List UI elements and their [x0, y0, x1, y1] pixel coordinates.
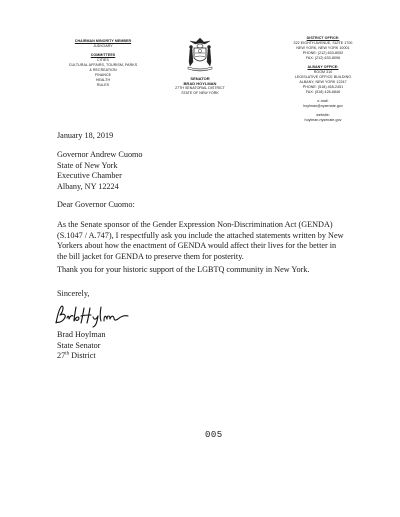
- closing: Sincerely,: [57, 289, 90, 298]
- signer-name: Brad Hoylman: [57, 330, 106, 339]
- albany-office-label: ALBANY OFFICE:: [307, 65, 339, 69]
- salutation: Dear Governor Cuomo:: [57, 200, 135, 209]
- albany-office-line: FAX: (518) 426-6846: [305, 90, 341, 94]
- albany-office-line: PHONE: (518) 455-2451: [302, 85, 344, 89]
- committee-item: RULES: [96, 83, 110, 87]
- handwritten-signature: [52, 303, 132, 329]
- website-label: website:: [316, 113, 330, 117]
- letterhead-left: [40, 39, 166, 88]
- recipient-line: Governor Andrew Cuomo: [57, 150, 143, 159]
- district-suffix: th: [65, 351, 70, 357]
- signature-block: [57, 330, 105, 362]
- albany-office-line: LEGISLATIVE OFFICE BUILDING: [294, 75, 352, 79]
- website-address: hoylman.nysenate.gov: [304, 118, 342, 122]
- district-word: District: [69, 351, 96, 361]
- committee-item: CULTURAL AFFAIRS, TOURISM, PARKS: [68, 63, 138, 67]
- district-office-label: DISTRICT OFFICE:: [306, 36, 340, 40]
- ranking-heading: CHAIRMAN MINORITY MEMBER: [74, 39, 132, 43]
- committee-item: FINANCE: [94, 73, 112, 77]
- recipient-line: Executive Chamber: [57, 171, 122, 181]
- ranking-subheading: JUDICIARY: [93, 44, 113, 48]
- recipient-line: State of New York: [57, 160, 118, 170]
- senator-name: BRAD HOYLMAN: [183, 81, 217, 87]
- committee-item: HEALTH: [95, 78, 111, 82]
- letter-date: January 18, 2019: [57, 131, 114, 140]
- district-office-line: PHONE: (212) 633-8052: [302, 51, 344, 55]
- letterhead-center: [158, 36, 242, 96]
- albany-office-line: ALBANY, NEW YORK 12247: [299, 80, 347, 84]
- committee-item: CITIES: [97, 58, 109, 62]
- email-address: hoylman@nysenate.gov: [303, 104, 343, 108]
- senate-district: 27TH SENATORIAL DISTRICT: [175, 86, 225, 91]
- recipient-address: [57, 150, 143, 192]
- letterhead-right: [281, 36, 365, 123]
- senator-title: SENATOR: [190, 76, 210, 81]
- district-number: 27: [57, 351, 66, 361]
- recipient-line: Albany, NY 12224: [57, 181, 119, 191]
- state-seal-icon: [182, 36, 218, 76]
- albany-office-line: ROOM 310: [313, 70, 333, 74]
- body-paragraph-1: As the Senate sponsor of the Gender Expression Non-Discrimination Act (GENDA) (S.1047 / A.747), I respectfully ask you include the attached statements written by New Yorkers about how the enactment of GENDA would affect their lives for the better in the bill jacket for GENDA to preserve them for posterity.: [57, 220, 344, 261]
- committees-label: COMMITTEES: [90, 53, 116, 57]
- district-office-line: NEW YORK, NEW YORK 10001: [296, 46, 350, 50]
- email-label: e-mail:: [317, 99, 329, 103]
- district-office-line: 322 EIGHTH AVENUE, SUITE 1700: [293, 41, 353, 45]
- signer-district: [57, 351, 105, 362]
- committee-item: & RECREATION: [89, 68, 117, 72]
- signer-title: State Senator: [57, 340, 101, 350]
- state-name: STATE OF NEW YORK: [181, 91, 219, 95]
- district-office-line: FAX: (212) 633-8096: [305, 56, 341, 60]
- page-number: 005: [205, 430, 223, 440]
- body-paragraph-2: Thank you for your historic support of the LGBTQ community in New York.: [57, 265, 310, 274]
